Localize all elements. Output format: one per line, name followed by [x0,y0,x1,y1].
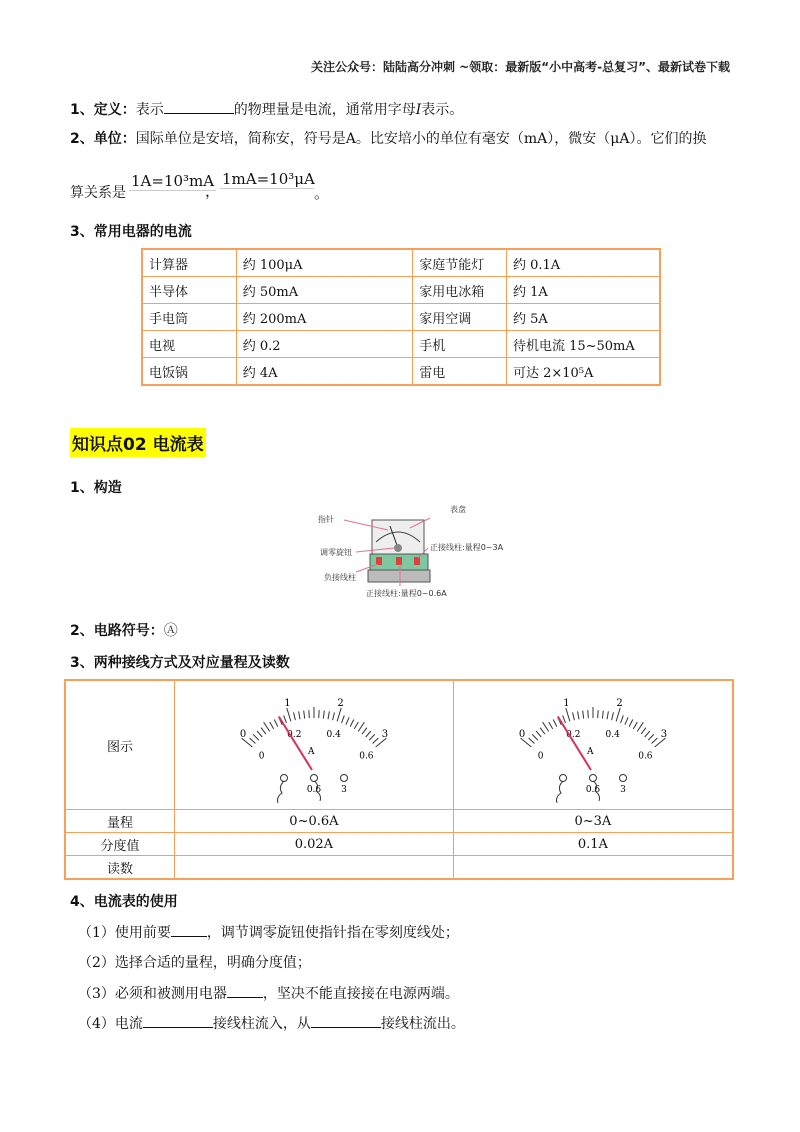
scale-tick [257,731,262,737]
appliance-name: 雷电 [413,358,507,386]
scale-tick [633,722,637,729]
appliance-name: 家用电冰箱 [413,277,507,304]
scale-tick [553,720,557,727]
page-header: 关注公众号：陆陆高分冲刺 ~领取：最新版“小中高考-总复习”、最新试卷下载 [311,60,730,74]
scale-label-top: 2 [616,698,623,710]
scale-tick [602,711,603,719]
unit-conversion-line [70,182,126,202]
scale-label-bottom: 0.4 [605,729,620,740]
scale-tick [549,722,553,729]
unit-label: A [586,747,594,757]
scale-label-bottom: 0.2 [287,729,302,740]
construction-heading: 1、构造 [70,480,122,496]
fill-blank [311,1013,381,1028]
appliance-name: 手机 [413,331,507,358]
terminal [619,775,626,782]
scale-label-top: 0 [239,728,247,740]
section-title: 定义： [93,102,136,118]
appliance-name: 计算器 [142,249,236,277]
scale-tick [250,738,256,743]
scale-tick [540,728,545,734]
scale-tick [566,708,570,721]
circuit-symbol-label: 2、电路符号： [70,623,164,639]
usage-text: ，坚决不能直接接在电源两端。 [262,986,459,1002]
table-row [142,304,660,331]
reading-value [453,856,733,880]
row-label: 图示 [65,680,175,810]
appliance-current: 约 100μA [236,249,412,277]
scale-tick [612,712,614,720]
appliance-section-title: 3、常用电器的电流 [70,224,192,240]
appliance-current: 约 50mA [236,277,412,304]
negative-terminal-label: 负接线柱 [324,573,356,582]
usage-text: （1）使用前要 [78,925,171,941]
scale-tick [284,715,287,723]
scale-tick [362,728,367,734]
table-row [65,810,733,833]
terminal [559,775,566,782]
scale-label-top: 3 [660,728,667,740]
table-row [65,833,733,856]
scale-tick [625,717,628,724]
scale-tick [341,715,344,723]
ammeter-symbol: Ⓐ [163,623,178,639]
conversion-text: 算关系是 [70,185,126,201]
meter-pointer [279,717,312,770]
appliance-name: 家用空调 [413,304,507,331]
scale-label-bottom: 0.6 [359,751,374,762]
fill-blank [143,1013,213,1028]
scale-tick [620,715,623,723]
terminal-label: 3 [620,785,626,795]
appliance-name: 手电筒 [142,304,236,331]
table-row [65,680,733,810]
fill-blank [227,983,263,998]
section-title: 单位： [93,131,136,147]
usage-text: ，调节调零旋钮使指针指在零刻度线处； [206,925,459,941]
table-row [65,856,733,880]
appliance-name: 电视 [142,331,236,358]
current-symbol: I [415,102,422,118]
unit-label: A [307,747,315,757]
scale-tick [532,734,538,740]
scale-tick [261,728,266,734]
scale-label-top: 1 [563,698,570,710]
scale-tick [337,708,341,721]
terminal [340,775,347,782]
positive-terminal-3a-label: 正接线柱:量程0~3A [430,543,504,552]
scale-label-bottom: 0.4 [326,729,341,740]
scale-tick [274,720,278,727]
scale-label-bottom: 0.6 [638,751,653,762]
wiring-heading: 3、两种接线方式及对应量程及读数 [70,655,290,671]
scale-tick [372,738,378,743]
ammeter-construction-diagram [310,500,504,600]
usage-text: （3）必须和被测用电器 [78,986,227,1002]
usage-text: 接线柱流入，从 [212,1016,311,1032]
usage-text: （4）电流 [78,1016,143,1032]
scale-tick [299,711,300,719]
usage-item-1 [78,922,459,942]
fill-blank [164,99,234,114]
scale-tick [543,722,549,731]
scale-tick [346,717,349,724]
wire [556,781,563,803]
terminal-label: 0.6 [306,785,322,795]
definition-text: 表示 [135,102,164,118]
scale-tick [287,708,291,721]
scale-tick [350,720,354,727]
knowledge-point-title: 知识点02 电流表 [70,428,206,457]
meter-3-cell [453,680,733,810]
scale-tick [641,728,646,734]
table-row [142,331,660,358]
scale-tick [629,720,633,727]
scale-tick [651,738,657,743]
scale-label-top: 0 [518,728,526,740]
appliance-current: 可达 2×10⁵A [506,358,660,386]
scale-tick [304,711,305,719]
usage-text: 接线柱流出。 [380,1016,465,1032]
fill-blank [171,922,207,937]
circuit-symbol-line [70,620,178,640]
scale-tick [637,722,643,731]
section-number: 2、 [70,131,94,147]
definition-end: 表示。 [421,102,464,118]
scale-label-bottom: 0 [258,751,265,762]
division-value: 0.02A [175,833,454,856]
meter-06-cell [175,680,454,810]
terminal-label: 0.6 [585,785,601,795]
zero-knob-label: 调零旋钮 [320,548,352,557]
scale-label-top: 1 [284,698,291,710]
reading-value [175,856,454,880]
meter-3a-dial [508,683,678,803]
definition-line [70,99,463,119]
table-row [142,249,660,277]
scale-tick [645,731,650,737]
appliance-current: 约 5A [506,304,660,331]
scale-tick [358,722,364,731]
scale-label-top: 3 [381,728,388,740]
ammeter-range-table [64,679,734,880]
usage-item-3 [78,983,459,1003]
formula-period: 。 [314,184,330,202]
usage-item-4 [78,1013,465,1033]
scale-tick [264,722,270,731]
row-label: 分度值 [65,833,175,856]
appliance-current: 约 200mA [236,304,412,331]
scale-tick [270,722,274,729]
appliance-name: 电饭锅 [142,358,236,386]
appliance-current-table [141,248,661,386]
scale-tick [536,731,541,737]
appliance-name: 半导体 [142,277,236,304]
wire [277,781,284,803]
scale-tick [366,731,371,737]
usage-item-2: （2）选择合适的量程，明确分度值； [78,955,311,971]
appliance-current: 约 0.2 [236,331,412,358]
table-row [142,358,660,386]
row-label: 读数 [65,856,175,880]
division-value: 0.1A [453,833,733,856]
positive-terminal-06a-label: 正接线柱:量程0~0.6A [366,589,447,598]
scale-tick [583,711,584,719]
section-number: 1、 [70,102,94,118]
scale-tick [293,712,295,720]
scale-label-top: 2 [337,698,344,710]
row-label: 量程 [65,810,175,833]
terminal-label: 3 [341,785,347,795]
terminal [310,775,317,782]
scale-label-bottom: 0 [537,751,544,762]
scale-tick [354,722,358,729]
scale-tick [578,711,579,719]
meter-pointer [558,717,591,770]
appliance-current: 约 1A [506,277,660,304]
scale-tick [253,734,259,740]
formula-ma-ua: 1mA=10³μA [222,170,315,188]
formula-comma: ， [205,182,221,200]
scale-tick [572,712,574,720]
scale-tick [648,734,654,740]
scale-tick [529,738,535,743]
scale-tick [328,711,329,719]
appliance-current: 约 4A [236,358,412,386]
appliance-name: 家庭节能灯 [413,249,507,277]
scale-tick [369,734,375,740]
scale-label-bottom: 0.2 [566,729,581,740]
appliance-current: 待机电流 15~50mA [506,331,660,358]
scale-tick [607,711,608,719]
definition-text-2: 的物理量是电流，通常用字母 [233,102,416,118]
dial-label: 表盘 [450,505,466,514]
scale-tick [333,712,335,720]
unit-text: 国际单位是安培，简称安，符号是A。比安培小的单位有毫安（mA），微安（μA）。它们的换 [135,131,707,147]
unit-line [70,128,706,148]
appliance-current: 约 0.1A [506,249,660,277]
formula-a-ma: 1A=10³mA [131,172,215,190]
terminal [589,775,596,782]
table-row [142,277,660,304]
meter-06a-dial [229,683,399,803]
pointer-label: 指针 [318,515,334,524]
range-value: 0~3A [453,810,733,833]
usage-heading: 4、电流表的使用 [70,894,178,910]
range-value: 0~0.6A [175,810,454,833]
scale-tick [323,711,324,719]
terminal [280,775,287,782]
scale-tick [616,708,620,721]
scale-tick [563,715,566,723]
